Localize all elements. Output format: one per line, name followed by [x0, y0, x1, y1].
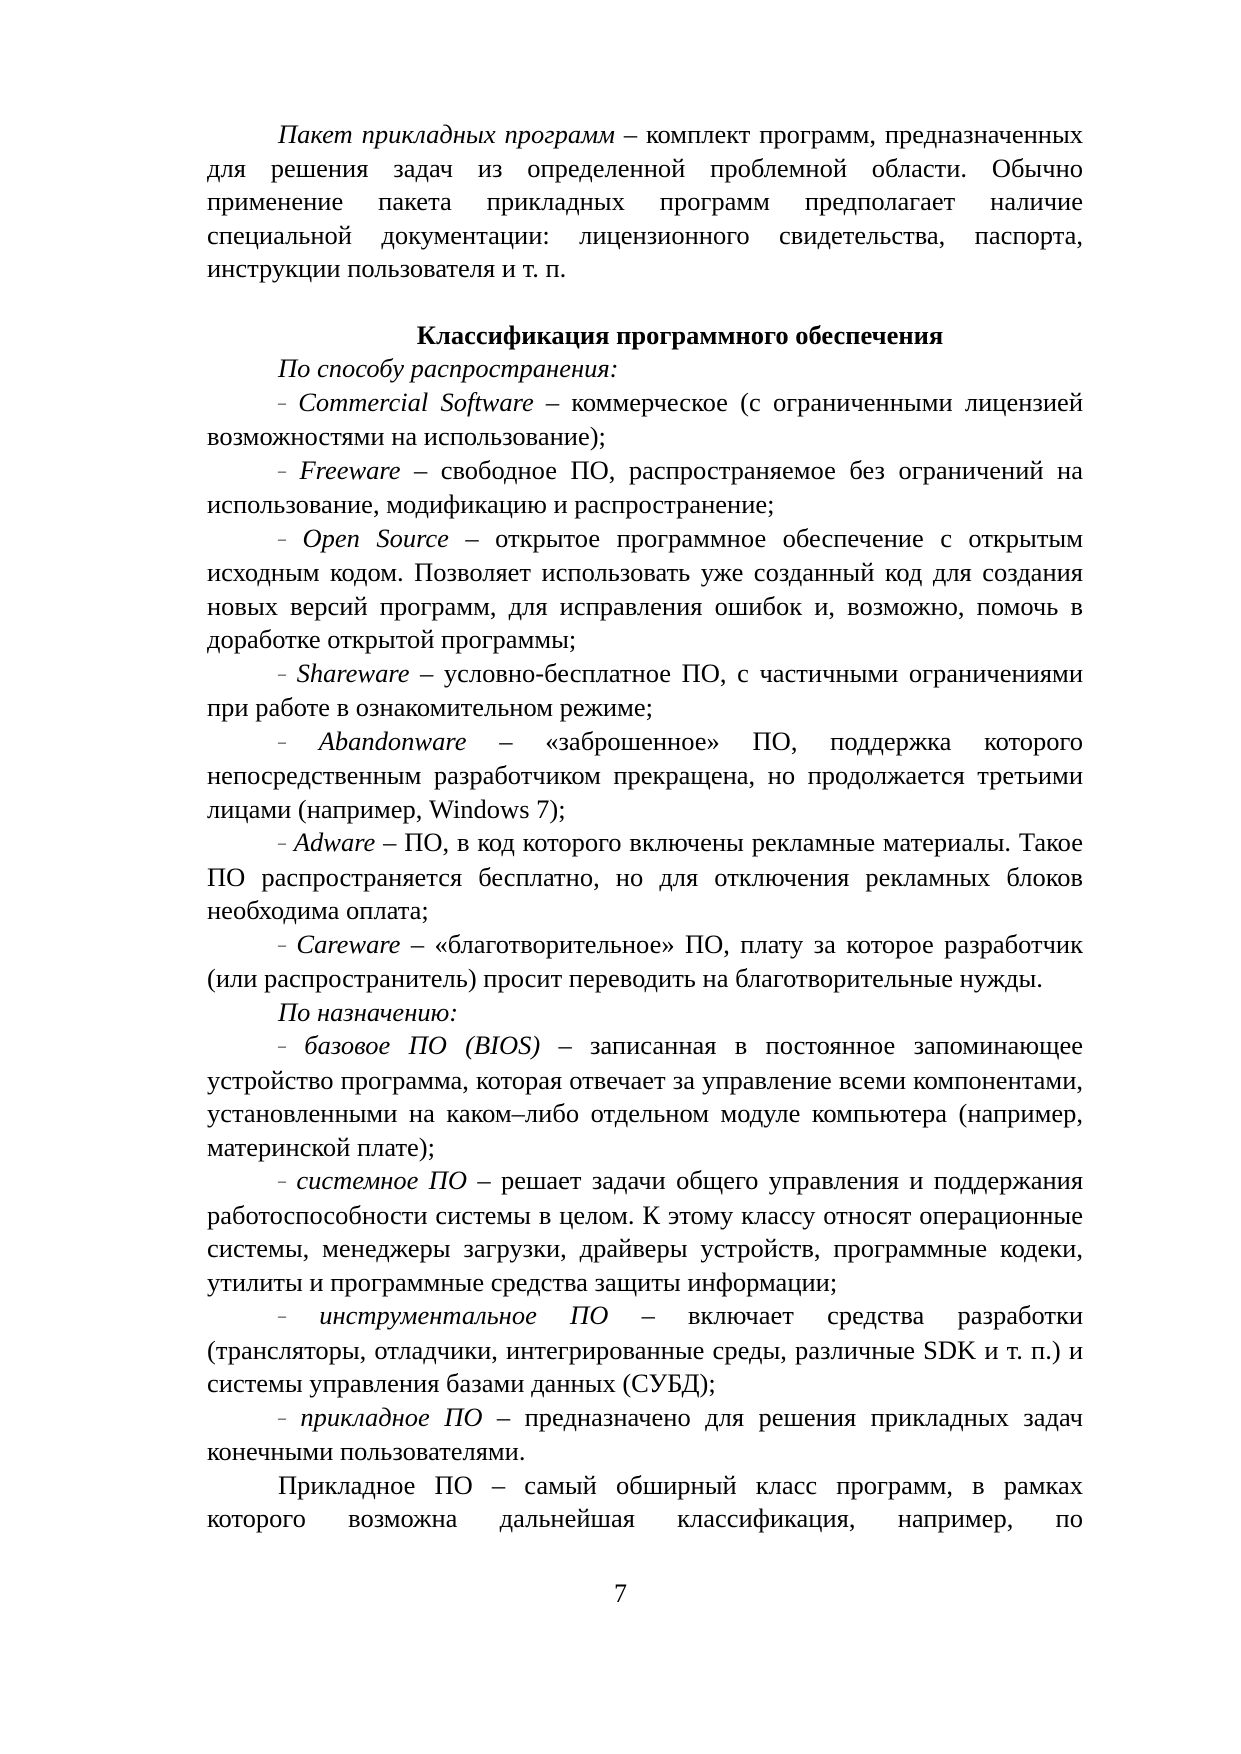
- distribution-term: Freeware: [299, 454, 401, 485]
- purpose-item: [207, 1164, 1083, 1299]
- purpose-list: [207, 1029, 1083, 1469]
- purpose-item: [207, 1299, 1083, 1401]
- section-title: Классификация программного обеспечения: [416, 319, 944, 350]
- list-dash: –: [278, 530, 286, 548]
- intro-term: Пакет прикладных программ: [278, 119, 615, 149]
- purpose-term: прикладное ПО: [300, 1401, 483, 1432]
- distribution-list: [207, 386, 1083, 996]
- page-content: [207, 118, 1083, 1536]
- distribution-term: Shareware: [296, 657, 410, 688]
- distribution-item: [207, 725, 1083, 827]
- section-gap: [207, 286, 1083, 319]
- distribution-item: [207, 826, 1083, 928]
- distribution-text: – «заброшенное» ПО, поддержка которого непосредственным разработчиком прекращена, но продолжается третьими лицами (например, Windows 7);: [207, 725, 1083, 824]
- page-number: 7: [614, 1579, 627, 1608]
- purpose-item: [207, 1401, 1083, 1469]
- distribution-term: Careware: [296, 928, 401, 959]
- distribution-heading: По способу распространения:: [278, 353, 619, 383]
- purpose-item: [207, 1029, 1083, 1164]
- distribution-term: Abandonware: [318, 725, 467, 756]
- distribution-text: – условно-бесплатное ПО, с частичными ограничениями при работе в ознакомительном режиме;: [207, 657, 1084, 722]
- distribution-text: – свободное ПО, распространяемое без ограничений на использование, модификацию и распространение;: [207, 454, 1083, 519]
- purpose-text: – предназначено для решения прикладных задач конечными пользователями.: [207, 1401, 1083, 1466]
- list-dash: –: [278, 835, 286, 852]
- purpose-term: системное ПО: [296, 1165, 468, 1195]
- purpose-text: – записанная в постоянное запоминающее устройство программа, которая отвечает за управление всеми компонентами, установленными на каком–либо отдельном модуле компьютера (например, материнской плате);: [207, 1030, 1083, 1162]
- list-dash: –: [278, 733, 286, 751]
- intro-text: – комплект программ, предназначенных для решения задач из определенной проблемной области. Обычно применение пакета прикладных программ предполагает наличие специальной документации: лицензионного свидетельства, паспорта, инструкции пользователя и т. п.: [207, 119, 1083, 283]
- purpose-heading: По назначению:: [278, 996, 459, 1027]
- list-dash: –: [278, 1308, 286, 1325]
- list-dash: –: [278, 1409, 286, 1427]
- list-dash: –: [278, 394, 286, 412]
- distribution-text: – открытое программное обеспечение с открытым исходным кодом. Позволяет использовать уже созданный код для создания новых версий программ, для исправления ошибок и, возможно, помочь в доработке открытой программы;: [207, 522, 1083, 654]
- distribution-term: Adware: [293, 827, 376, 857]
- list-dash: –: [278, 665, 286, 683]
- distribution-item: [207, 657, 1083, 725]
- list-dash: –: [278, 936, 286, 954]
- purpose-text: – решает задачи общего управления и поддержания работоспособности системы в целом. К этому классу относят операционные системы, менеджеры загрузки, драйверы устройств, программные кодеки, утилиты и программные средства защиты информации;: [207, 1165, 1084, 1297]
- distribution-item: [207, 386, 1083, 454]
- list-dash: –: [278, 462, 286, 480]
- list-dash: –: [278, 1173, 286, 1190]
- purpose-text: – включает средства разработки (трансляторы, отладчики, интегрированные среды, различные SDK и т. п.) и системы управления базами данных (СУБД);: [207, 1300, 1083, 1398]
- purpose-term: инструментальное ПО: [319, 1300, 609, 1330]
- intro-paragraph: [207, 118, 1083, 286]
- closing-paragraph: Прикладное ПО – самый обширный класс программ, в рамках которого возможна дальнейшая классификация, например, по: [207, 1469, 1083, 1533]
- distribution-term: Open Source: [302, 522, 449, 553]
- list-dash: –: [278, 1038, 286, 1055]
- distribution-text: – ПО, в код которого включены рекламные материалы. Такое ПО распространяется бесплатно, но для отключения рекламных блоков необходима оплата;: [207, 827, 1084, 925]
- distribution-item: [207, 928, 1083, 996]
- distribution-text: – «благотворительное» ПО, плату за которое разработчик (или распространитель) просит переводить на благотворительные нужды.: [207, 928, 1083, 993]
- distribution-term: Commercial Software: [298, 386, 534, 417]
- distribution-text: – коммерческое (с ограниченными лицензией возможностями на использование);: [207, 386, 1083, 451]
- purpose-term: базовое ПО (BIOS): [304, 1030, 541, 1060]
- distribution-item: [207, 522, 1083, 657]
- distribution-item: [207, 454, 1083, 522]
